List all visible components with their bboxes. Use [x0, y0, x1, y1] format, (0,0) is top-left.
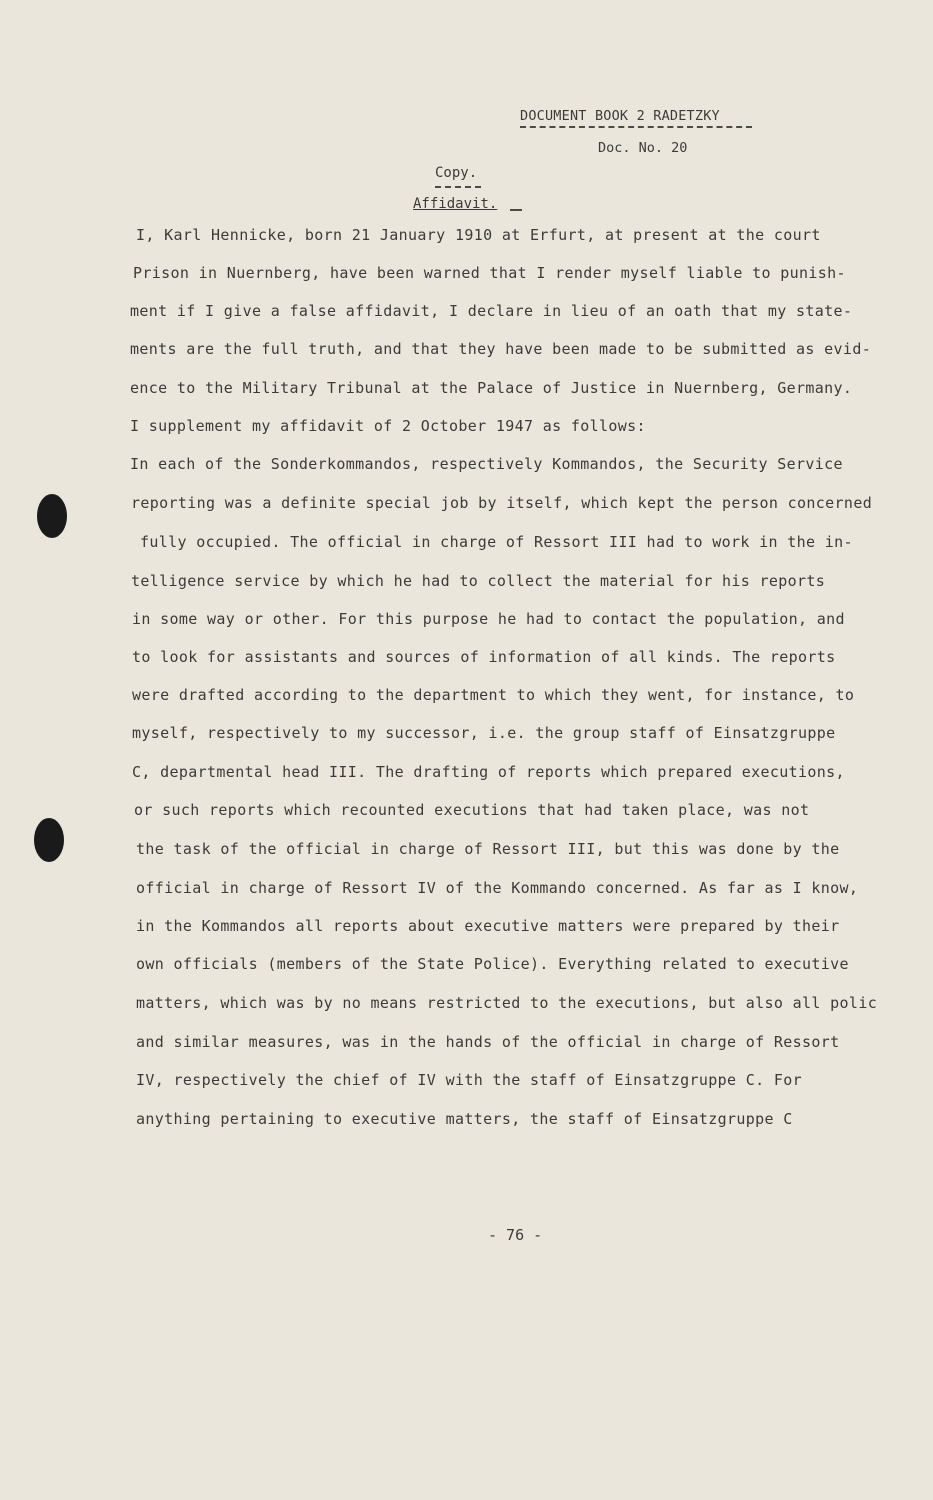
body-line: the task of the official in charge of Ressort III, but this was done by the — [136, 840, 840, 858]
body-line: ments are the full truth, and that they have been made to be submitted as evid- — [130, 340, 872, 358]
title-underline-tail — [510, 209, 522, 211]
header-underline — [520, 126, 752, 128]
body-line: official in charge of Ressort IV of the Kommando concerned. As far as I know, — [136, 879, 859, 897]
page-number: - 76 - — [488, 1226, 543, 1244]
body-line: own officials (members of the State Police). Everything related to executive — [136, 955, 849, 973]
punch-hole-bottom — [34, 818, 64, 862]
copy-underline — [435, 186, 481, 188]
body-line: fully occupied. The official in charge of Ressort III had to work in the in- — [140, 533, 853, 551]
body-line: anything pertaining to executive matters, the staff of Einsatzgruppe C — [136, 1110, 793, 1128]
body-line: myself, respectively to my successor, i.e. the group staff of Einsatzgruppe — [132, 724, 836, 742]
body-line: I, Karl Hennicke, born 21 January 1910 at Erfurt, at present at the court — [136, 226, 821, 244]
body-line: reporting was a definite special job by itself, which kept the person concerned — [131, 494, 873, 512]
body-line: ence to the Military Tribunal at the Palace of Justice in Nuernberg, Germany. — [130, 379, 853, 397]
body-line: to look for assistants and sources of information of all kinds. The reports — [132, 648, 836, 666]
body-line: IV, respectively the chief of IV with the staff of Einsatzgruppe C. For — [136, 1071, 803, 1089]
body-line: telligence service by which he had to collect the material for his reports — [131, 572, 826, 590]
affidavit-title: Affidavit. — [413, 196, 498, 212]
document-header — [520, 108, 760, 128]
copy-label: Copy. — [435, 165, 478, 181]
body-line: ment if I give a false affidavit, I declare in lieu of an oath that my state- — [130, 302, 853, 320]
document-number: Doc. No. 20 — [598, 140, 688, 156]
body-line: in some way or other. For this purpose he had to contact the population, and — [132, 610, 845, 628]
body-line: I supplement my affidavit of 2 October 1947 as follows: — [130, 417, 646, 435]
body-line: or such reports which recounted executions that had taken place, was not — [134, 801, 810, 819]
body-line: matters, which was by no means restricted to the executions, but also all polic — [136, 994, 878, 1012]
body-line: Prison in Nuernberg, have been warned that I render myself liable to punish- — [133, 264, 846, 282]
punch-hole-top — [37, 494, 67, 538]
body-line: In each of the Sonderkommandos, respectively Kommandos, the Security Service — [130, 455, 843, 473]
body-line: C, departmental head III. The drafting of reports which prepared executions, — [132, 763, 845, 781]
document-book-label: DOCUMENT BOOK 2 RADETZKY — [520, 108, 720, 124]
body-line: and similar measures, was in the hands of the official in charge of Ressort — [136, 1033, 840, 1051]
body-line: were drafted according to the department to which they went, for instance, to — [132, 686, 855, 704]
body-line: in the Kommandos all reports about executive matters were prepared by their — [136, 917, 840, 935]
